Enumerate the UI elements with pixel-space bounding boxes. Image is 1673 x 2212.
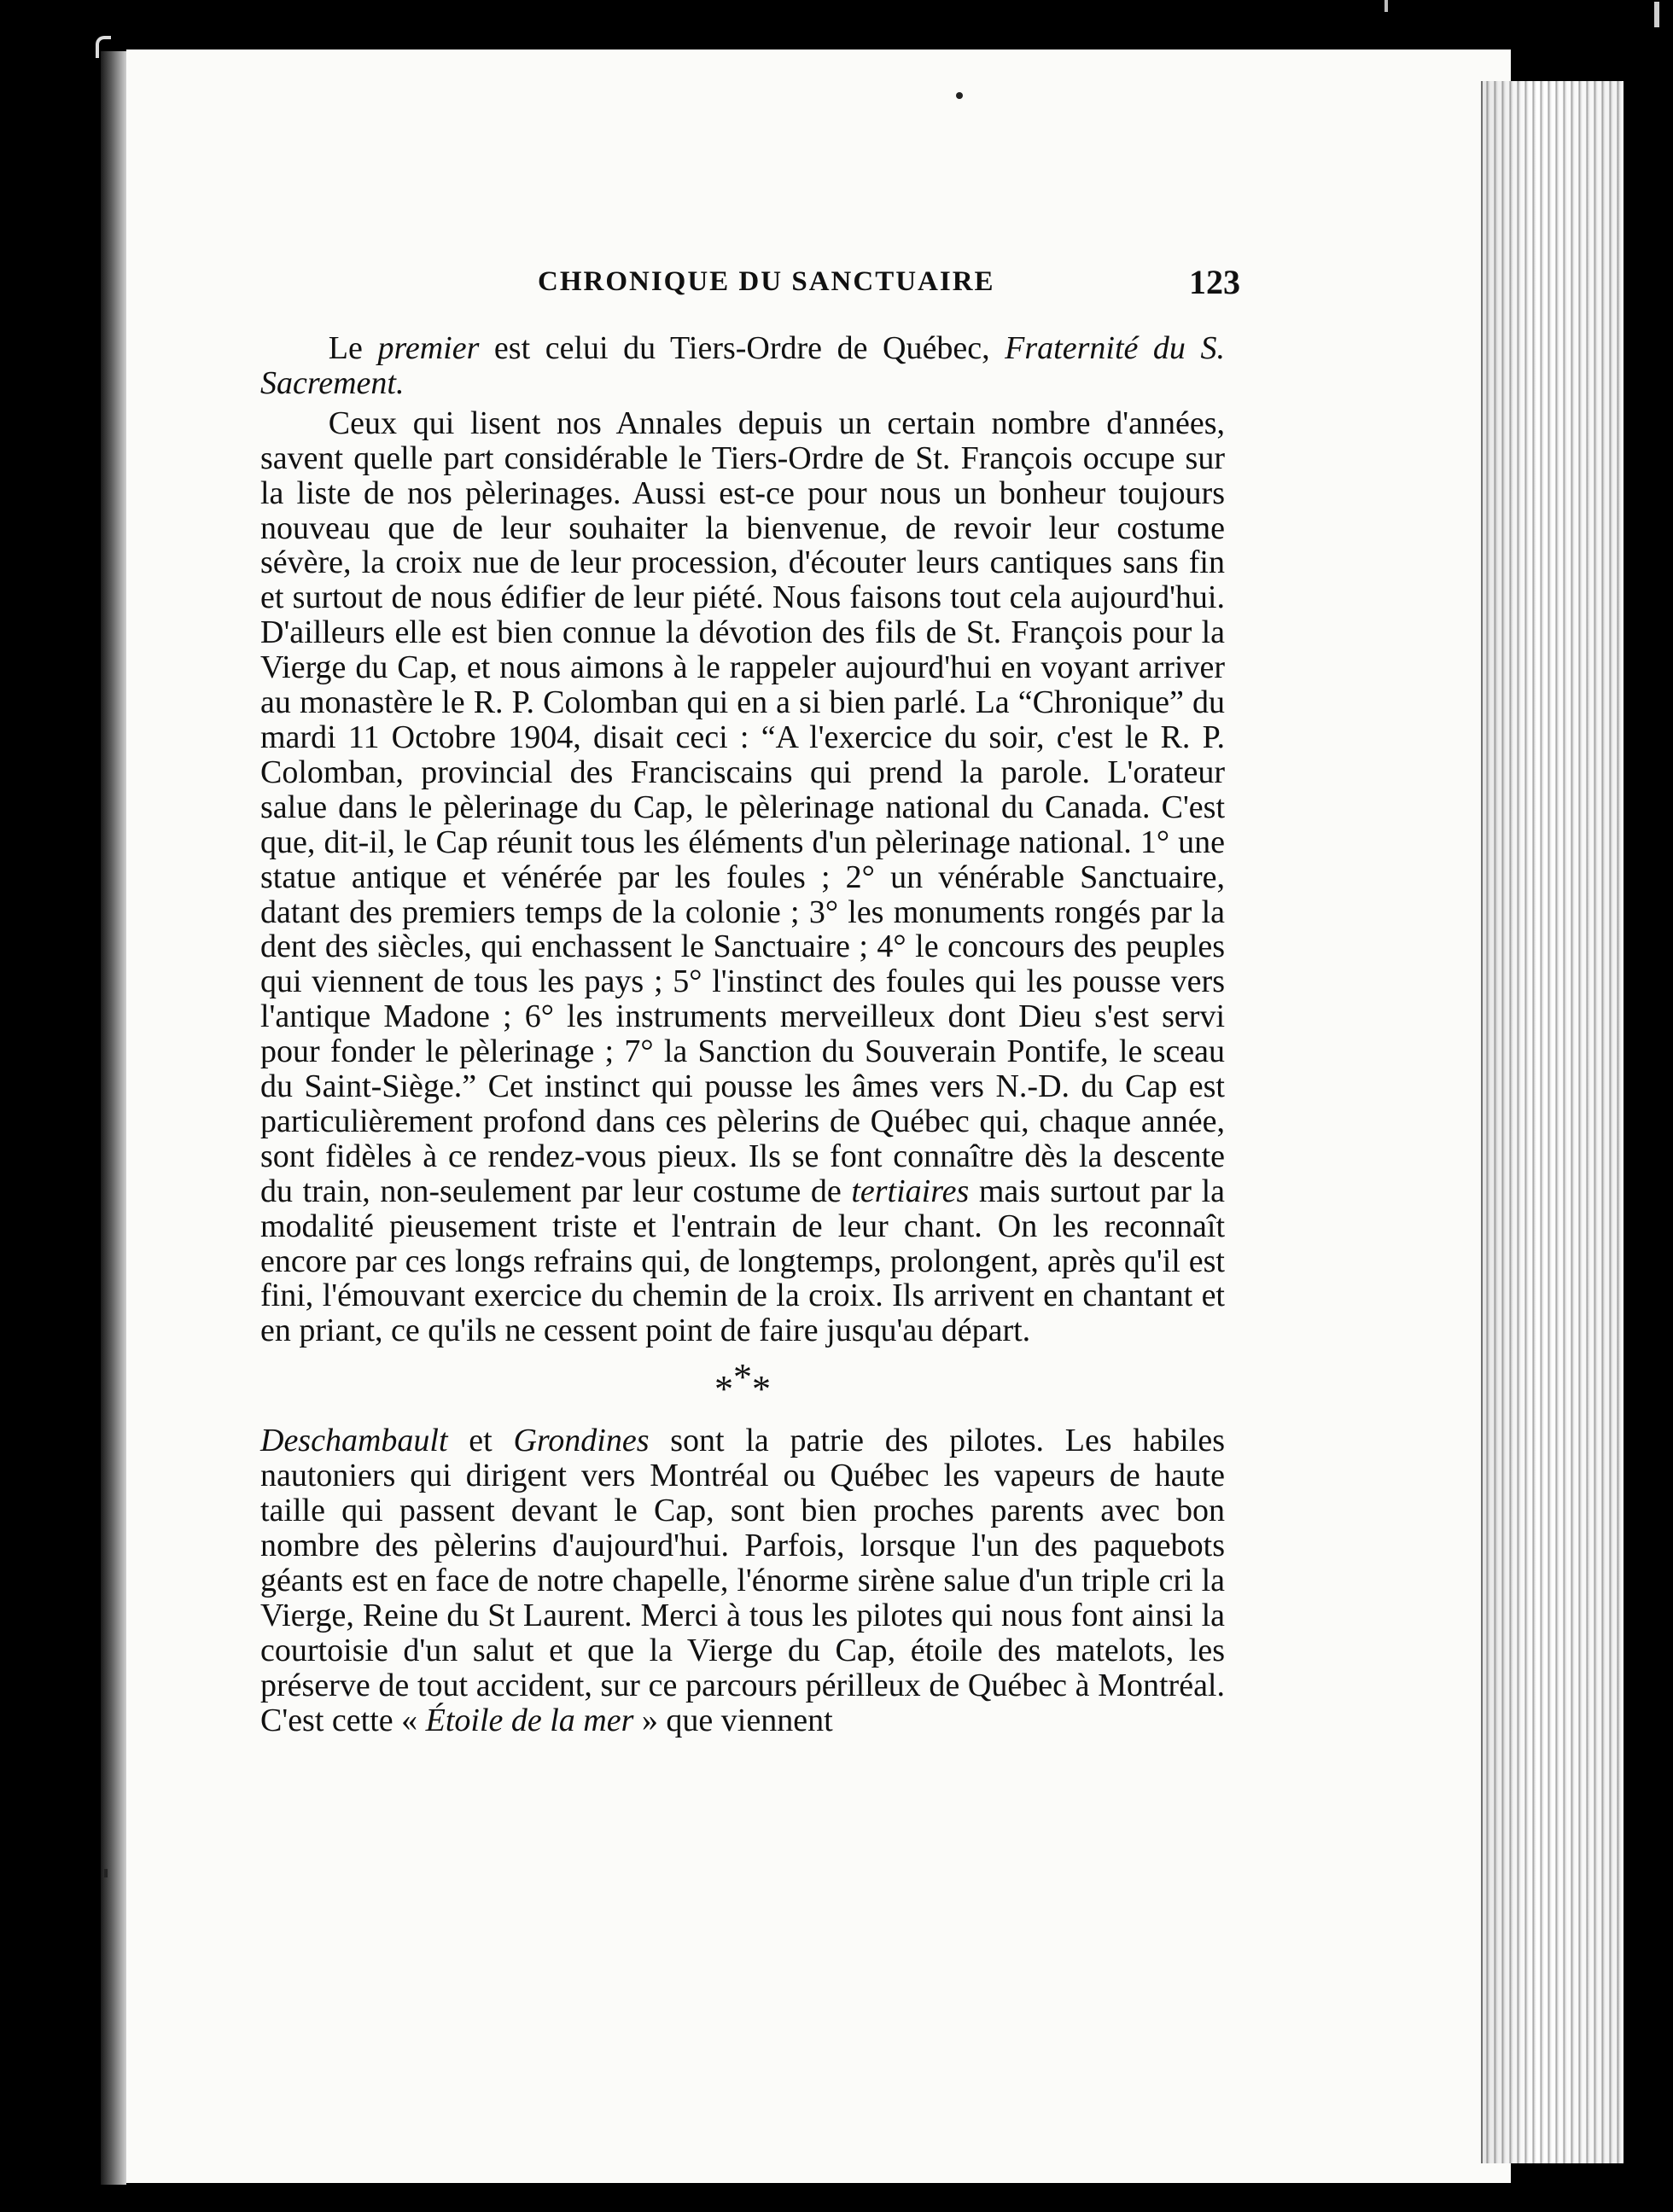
p1-emphasis-premier: premier <box>377 330 480 366</box>
scan-corner-artifact <box>96 36 111 58</box>
paragraph-1 <box>260 331 1225 401</box>
p2-tail: mais surtout par la modalité pieusement triste et l'entrain de leur chant. On les reconnaît encore par ces longs refrains qui, de longtemps, prolongent, après qu'il est fini, l'émouvant exercice du chemin de la croix. Ils arrivent en chantant et en priant, ce qu'ils ne cessent point de faire jusqu'au départ. <box>260 1173 1225 1349</box>
p1-lead: Le <box>328 330 378 366</box>
scan-edge-artifact-2 <box>1384 0 1388 12</box>
p1-emphasis-fraternite: Fraternité du S. Sacrement. <box>260 330 1226 401</box>
running-head: CHRONIQUE DU SANCTUAIRE <box>538 266 995 297</box>
p3-emphasis-grondines: Grondines <box>513 1423 650 1459</box>
page-body <box>260 331 1225 1738</box>
asterism-divider <box>260 1356 1225 1411</box>
book-fore-edge-shade <box>1481 81 1622 2163</box>
ink-speck <box>956 92 963 99</box>
page-flaw-mark <box>104 1869 108 1877</box>
book-gutter-shadow <box>101 51 126 2185</box>
asterism-star-left: * <box>714 1368 733 1411</box>
p2-emphasis-tertiaires: tertiaires <box>851 1173 970 1209</box>
scan-edge-artifact <box>1654 2 1659 27</box>
paragraph-3 <box>260 1423 1225 1738</box>
p1-middle: est celui du Tiers-Ordre de Québec, <box>479 330 1006 366</box>
p3-text-1: et <box>447 1423 514 1459</box>
p2-text: Ceux qui lisent nos Annales depuis un certain nombre d'années, savent quelle part considérable le Tiers-Ordre de St. François occupe sur la liste de nos pèlerinages. Aussi est-ce pour nous un bonheur toujours nouveau que de leur souhaiter la bienvenue, de revoir leur costume sévère, la croix nue de leur procession, d'écouter leurs cantiques sans fin et surtout de nous édifier de leur piété. Nous faisons tout cela aujourd'hui. D'ailleurs elle est bien connue la dévotion des fils de St. François pour la Vierge du Cap, et nous aimons à le rappeler aujourd'hui en voyant arriver au monastère le R. P. Colomban qui en a si bien parlé. La “Chronique” du mardi 11 Octobre 1904, disait ceci : “A l'exercice du soir, c'est le R. P. Colomban, provincial des Franciscains qui prend la parole. L'orateur salue dans le pèlerinage du Cap, le pèlerinage national du Canada. C'est que, dit-il, le Cap réunit tous les éléments d'un pèlerinage national. 1° une statue antique et vénérée par les foules ; 2° un vénérable Sanctuaire, datant des premiers temps de la colonie ; 3° les monuments rongés par la dent des siècles, qui enchassent le Sanctuaire ; 4° le concours des peuples qui viennent de tous les pays ; 5° l'instinct des foules qui les pousse vers l'antique Madone ; 6° les instruments merveilleux dont Dieu s'est servi pour fonder le pèlerinage ; 7° la Sanction du Souverain Pontife, le sceau du Saint-Siège.” Cet instinct qui pousse les âmes vers N.-D. du Cap est particulièrement profond dans ces pèlerins de Québec qui, chaque année, sont fidèles à ce rendez-vous pieux. Ils se font connaître dès la descente du train, non-seulement par leur costume de <box>260 405 1225 1209</box>
p3-text-2: sont la patrie des pilotes. Les habiles nautoniers qui dirigent vers Montréal ou Québec les vapeurs de haute taille qui passent devant le Cap, sont bien proches parents avec bon nombre des pèlerins d'aujourd'hui. Parfois, lorsque l'un des paquebots géants est en face de notre chapelle, l'énorme sirène salue d'un triple cri la Vierge, Reine du St Laurent. Merci à tous les pilotes qui nous font ainsi la courtoisie d'un salut et que la Vierge du Cap, étoile des matelots, les préserve de tout accident, sur ce parcours périlleux de Québec à Montréal. C'est cette « <box>260 1423 1225 1738</box>
asterism-star-top: * <box>733 1356 752 1399</box>
page-number: 123 <box>1189 263 1240 301</box>
p3-text-3: » que viennent <box>633 1702 833 1738</box>
asterism-star-right: * <box>752 1368 771 1411</box>
p3-emphasis-deschambault: Deschambault <box>260 1423 448 1459</box>
p3-emphasis-etoile: Étoile de la mer <box>425 1702 634 1738</box>
paragraph-2 <box>260 406 1225 1348</box>
